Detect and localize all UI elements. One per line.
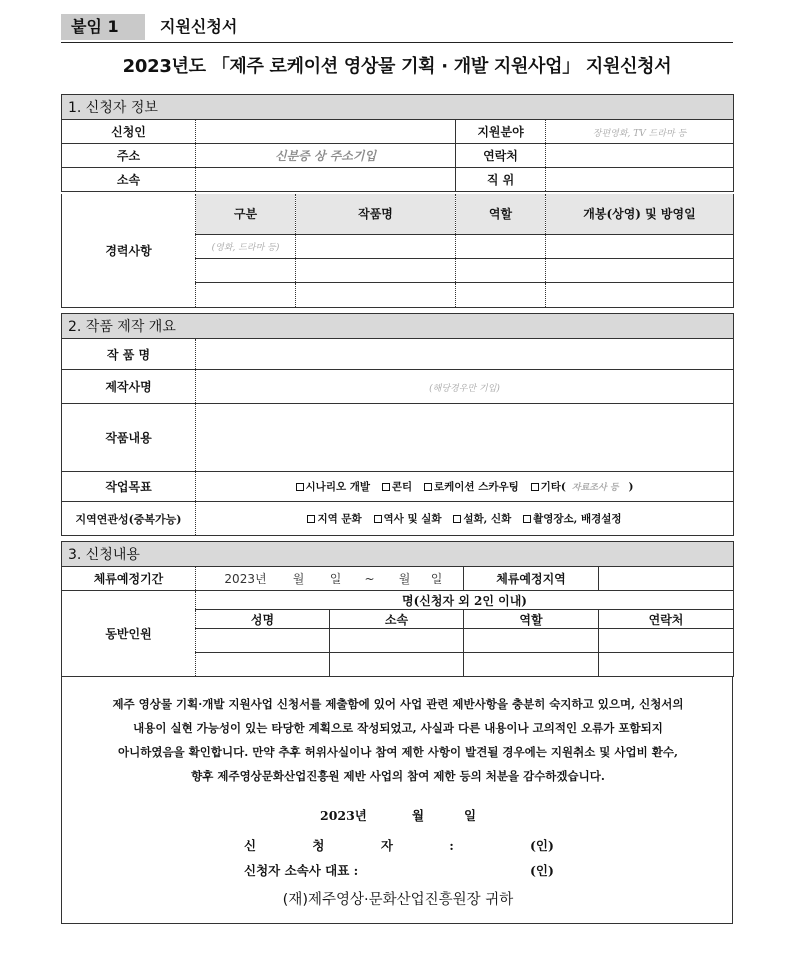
career-cell[interactable] <box>546 258 734 282</box>
field-input[interactable] <box>546 120 734 144</box>
section-work-overview-title: 2. 작품 제작 개요 <box>62 314 734 339</box>
career-header-title: 작품명 <box>296 194 456 234</box>
career-cell[interactable] <box>456 234 546 258</box>
stay-region-label: 체류예정지역 <box>464 567 599 591</box>
companion-count[interactable]: 명(신청자 외 2인 이내) <box>196 591 734 610</box>
checkbox-icon[interactable] <box>382 483 390 491</box>
goal-option-storyboard[interactable]: 콘티 <box>382 481 412 493</box>
contact-input[interactable] <box>546 144 734 168</box>
contact-label: 연락처 <box>456 144 546 168</box>
goal-options <box>196 472 734 502</box>
career-cell[interactable] <box>196 258 296 282</box>
checkbox-icon[interactable] <box>453 515 461 523</box>
career-cell[interactable] <box>546 234 734 258</box>
company-seal[interactable]: (인) <box>530 863 554 878</box>
applicant-signature-label: 신 청 자 : <box>244 838 480 853</box>
companion-header-affiliation: 소속 <box>330 610 464 629</box>
declaration-line: 향후 제주영상문화산업진흥원 제반 사업의 참여 제한 등의 처분을 감수하겠습니다. <box>191 769 605 783</box>
declaration-box <box>61 676 733 924</box>
header-divider <box>61 42 733 43</box>
relevance-option-culture[interactable]: 지역 문화 <box>307 513 361 525</box>
companion-cell[interactable] <box>464 653 599 677</box>
applicant-info-table <box>61 94 734 192</box>
company-signature-label: 신청자 소속사 대표 : <box>244 863 359 878</box>
relevance-option-history[interactable]: 역사 및 실화 <box>374 513 442 525</box>
checkbox-icon[interactable] <box>424 483 432 491</box>
field-hint: 장편영화, TV 드라마 등 <box>592 128 687 139</box>
addressee: (재)제주영상·문화산업진흥원장 귀하 <box>282 892 514 908</box>
applicant-input[interactable] <box>196 120 456 144</box>
relevance-option-location[interactable]: 촬영장소, 배경설정 <box>523 513 621 525</box>
producer-label: 제작사명 <box>62 370 196 404</box>
address-input[interactable] <box>196 144 456 168</box>
relevance-option-myth[interactable]: 설화, 신화 <box>453 513 511 525</box>
application-table <box>61 541 734 677</box>
companion-header-role: 역할 <box>464 610 599 629</box>
checkbox-icon[interactable] <box>296 483 304 491</box>
declaration-text <box>62 692 734 788</box>
career-table <box>61 194 734 308</box>
page-title: 2023년도 「제주 로케이션 영상물 기획 · 개발 지원사업」 지원신청서 <box>122 56 672 77</box>
goal-other-hint: 자료조사 등 <box>571 483 619 493</box>
companion-cell[interactable] <box>196 629 330 653</box>
relevance-options <box>196 502 734 536</box>
stay-period-input[interactable]: 2023년 월 일 ~ 월 일 <box>196 567 464 591</box>
checkbox-icon[interactable] <box>531 483 539 491</box>
career-cell[interactable] <box>196 282 296 307</box>
declaration-date-month[interactable]: 월 <box>412 808 425 823</box>
career-cell[interactable] <box>296 258 456 282</box>
career-cell[interactable] <box>546 282 734 307</box>
career-cell[interactable] <box>296 234 456 258</box>
section-application-title: 3. 신청내용 <box>62 542 734 567</box>
work-overview-table <box>61 313 734 536</box>
companion-cell[interactable] <box>599 629 734 653</box>
checkbox-icon[interactable] <box>307 515 315 523</box>
career-label: 경력사항 <box>62 194 196 307</box>
companion-header-name: 성명 <box>196 610 330 629</box>
career-category-hint: (영화, 드라마 등) <box>211 243 280 253</box>
checkbox-icon[interactable] <box>374 515 382 523</box>
goal-option-other[interactable]: 기타( 자료조사 등 ) <box>531 481 634 493</box>
field-label: 지원분야 <box>456 120 546 144</box>
career-cell[interactable] <box>196 234 296 258</box>
career-header-release: 개봉(상영) 및 방영일 <box>546 194 734 234</box>
attachment-tag: 붙임 1 <box>61 14 145 40</box>
position-input[interactable] <box>546 168 734 192</box>
companion-cell[interactable] <box>330 653 464 677</box>
companion-cell[interactable] <box>196 653 330 677</box>
address-hint: 신분증 상 주소기입 <box>274 149 377 163</box>
header-title: 지원신청서 <box>160 17 238 36</box>
career-cell[interactable] <box>296 282 456 307</box>
career-cell[interactable] <box>456 258 546 282</box>
goal-option-scouting[interactable]: 로케이션 스카우팅 <box>424 481 519 493</box>
declaration-date-year[interactable]: 2023년 <box>320 808 367 823</box>
content-label: 작품내용 <box>62 404 196 472</box>
stay-region-input[interactable] <box>599 567 734 591</box>
stay-period-label: 체류예정기간 <box>62 567 196 591</box>
affiliation-label: 소속 <box>62 168 196 192</box>
work-title-label: 작 품 명 <box>62 339 196 370</box>
declaration-line: 내용이 실현 가능성이 있는 타당한 계획으로 작성되었고, 사실과 다른 내용이나 고의적인 오류가 포함되지 <box>133 721 663 735</box>
declaration-line: 제주 영상물 기획·개발 지원사업 신청서를 제출함에 있어 사업 관련 제반사항을 충분히 숙지하고 있으며, 신청서의 <box>112 697 684 711</box>
career-header-category: 구분 <box>196 194 296 234</box>
relevance-label: 지역연관성(중복가능) <box>62 502 196 536</box>
applicant-label: 신청인 <box>62 120 196 144</box>
companion-header-contact: 연락처 <box>599 610 734 629</box>
checkbox-icon[interactable] <box>523 515 531 523</box>
section-applicant-info-title: 1. 신청자 정보 <box>62 95 734 120</box>
position-label: 직 위 <box>456 168 546 192</box>
companion-cell[interactable] <box>599 653 734 677</box>
companion-label: 동반인원 <box>62 591 196 677</box>
content-input[interactable] <box>196 404 734 472</box>
producer-hint: (해당경우만 기입) <box>429 383 500 394</box>
goal-option-scenario[interactable]: 시나리오 개발 <box>296 481 371 493</box>
work-title-input[interactable] <box>196 339 734 370</box>
producer-input[interactable] <box>196 370 734 404</box>
goal-label: 작업목표 <box>62 472 196 502</box>
applicant-seal[interactable]: (인) <box>530 838 554 853</box>
career-header-role: 역할 <box>456 194 546 234</box>
affiliation-input[interactable] <box>196 168 456 192</box>
declaration-date-day[interactable]: 일 <box>464 808 477 823</box>
declaration-line: 아니하였음을 확인합니다. 만약 추후 허위사실이나 참여 제한 사항이 발견될 경우에는 지원취소 및 사업비 환수, <box>118 745 678 759</box>
career-cell[interactable] <box>456 282 546 307</box>
companion-cell[interactable] <box>330 629 464 653</box>
companion-cell[interactable] <box>464 629 599 653</box>
address-label: 주소 <box>62 144 196 168</box>
